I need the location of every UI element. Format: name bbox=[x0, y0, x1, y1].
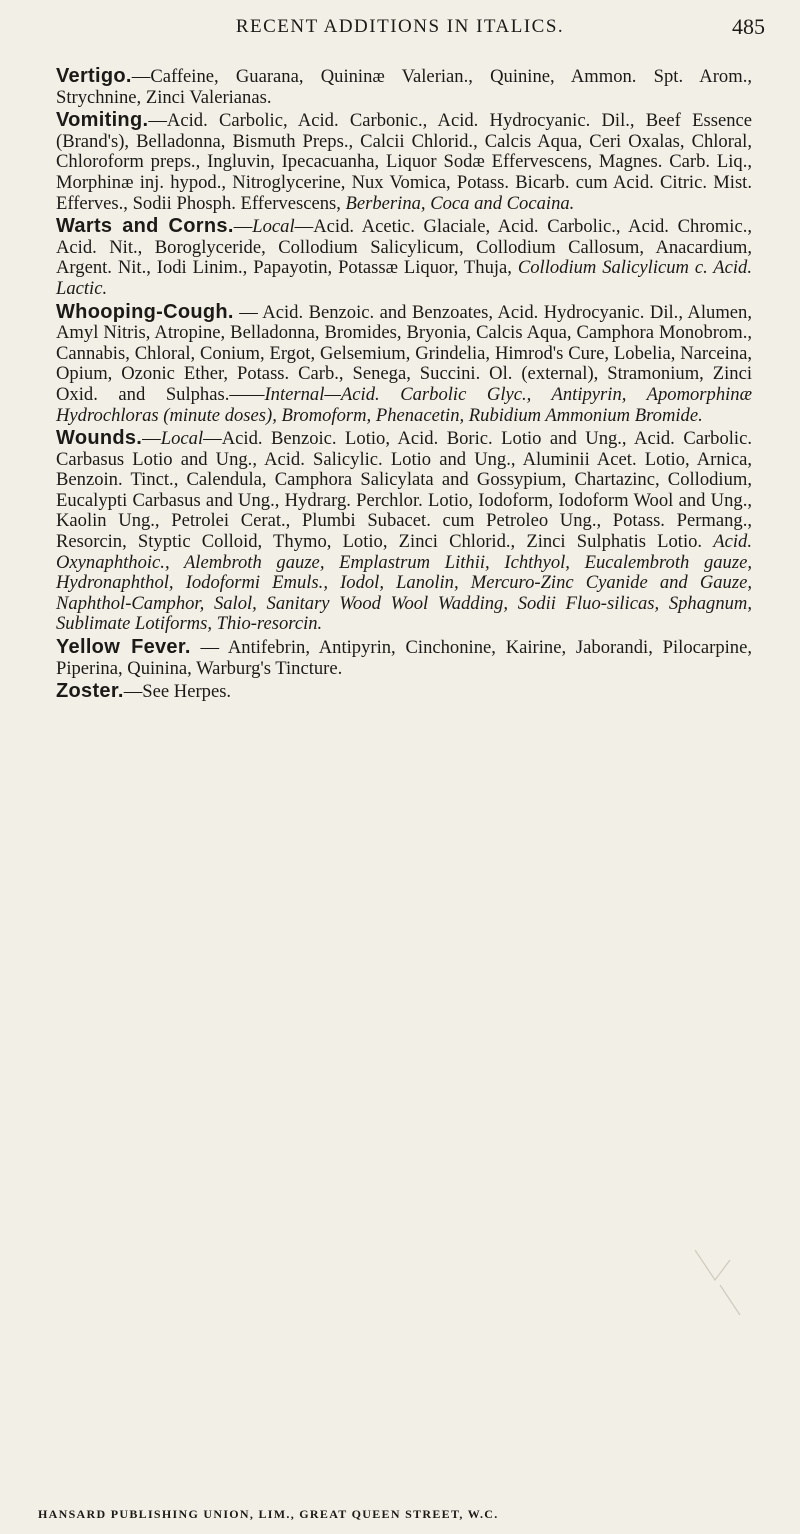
printer-imprint: HANSARD PUBLISHING UNION, LIM., GREAT QUEEN STREET, W.C. bbox=[38, 1507, 499, 1521]
entry-italic-text: Acid. Oxynaphthoic., Alembroth gauze, Emplastrum Lithii, Ichthyol, Eucalembroth gauze, Hydronaphthol, Iodoformi Emuls., Iodol, Lanolin, Mercuro-Zinc Cyanide and Gauze, Naphthol-Camphor, Salol, Sanitary Wood Wool Wadding, Sodii Fluo-silicas, Sphagnum, Sublimate Lotiforms, Thio-resorcin. bbox=[56, 531, 752, 635]
entry-text: —Acid. Acetic. Glaciale, Acid. Carbolic., Acid. Chromic., Acid. Nit., Boroglyceride, Collodium Salicylicum, Collodium Callosum, Anacardium, Argent. Nit., Iodi Linim., Papayotin, Potassæ Liquor, Thuja, bbox=[56, 216, 752, 279]
entry-heading: Vomiting. bbox=[56, 109, 149, 132]
entry-text: —Caffeine, Guarana, Quininæ Valerian., Quinine, Ammon. Spt. Arom., Strychnine, Zinci Valerianas. bbox=[56, 66, 752, 108]
entry-heading: Vertigo. bbox=[56, 65, 132, 87]
entry-text: —See Herpes. bbox=[123, 681, 232, 703]
entry-heading: Wounds. bbox=[56, 427, 143, 450]
entry-vertigo bbox=[56, 66, 752, 108]
entry-italic-text: Berberina, Coca and Cocaina. bbox=[345, 192, 575, 214]
entry-italic-text: Collodium Salicylicum c. Acid. Lactic. bbox=[56, 257, 752, 299]
index-body bbox=[56, 66, 752, 705]
entry-text: — Antifebrin, Antipyrin, Cinchonine, Kairine, Jaborandi, Pilocarpine, Piperina, Quinina, Warburg's Tincture. bbox=[56, 637, 752, 679]
entry-text: —Acid. Carbolic, Acid. Carbonic., Acid. Hydrocyanic. Dil., Beef Essence (Brand's), Belladonna, Bismuth Preps., Calcii Chlorid., Calcis Aqua, Ceri Oxalas, Chloral, Chloroform preps., Ingluvin, Ipecacuanha, Liquor Sodæ Effervescens, Magnes. Carb. Liq., Morphinæ inj. hypod., Nitroglycerine, Nux Vomica, Potass. Bicarb. cum Acid. Citric. Mist. Efferves., Sodii Phosph. Effervescens, bbox=[56, 110, 752, 214]
entry-text: —Acid. Benzoic. Lotio, Acid. Boric. Lotio and Ung., Acid. Carbolic. Carbasus Lotio and Ung., Acid. Salicylic. Lotio and Ung., Aluminii Acet. Lotio, Arnica, Benzoin. Tinct., Calendula, Camphora Salicylata and Gossypium, Chartazinc, Collodium, Eucalypti Carbasus and Ung., Hydrarg. Perchlor. Lotio, Iodoform, Iodoform Wool and Ung., Kaolin Ung., Petrolei Cerat., Plumbi Subacet. cum Petroleo Ung., Potass. Permang., Resorcin, Styptic Colloid, Thymo, Lotio, Zinci Chlorid., Zinci Sulphatis Lotio. bbox=[56, 428, 752, 553]
entry-heading: Yellow Fever. bbox=[56, 636, 191, 659]
entry-heading: Zoster. bbox=[56, 680, 124, 703]
entry-zoster bbox=[56, 681, 752, 703]
running-head: RECENT ADDITIONS IN ITALICS. bbox=[235, 16, 565, 37]
entry-italic-text: —Internal—Acid. Carbolic Glyc., Antipyrin, Apomorphinæ Hydrochloras (minute doses), Bromoform, Phenacetin, Rubidium Ammonium Bromide. bbox=[56, 383, 752, 426]
entry-subheading: Local bbox=[252, 216, 295, 238]
entry-warts-and-corns bbox=[56, 216, 752, 299]
faint-pencil-mark bbox=[690, 1240, 750, 1320]
entry-dash: — bbox=[233, 216, 253, 238]
entry-whooping-cough bbox=[56, 302, 752, 427]
entry-subheading: Local bbox=[160, 428, 204, 450]
entry-text: — Acid. Benzoic. and Benzoates, Acid. Hydrocyanic. Dil., Alumen, Amyl Nitris, Atropine, Belladonna, Bromides, Bryonia, Calcis Aqua, Camphora Monobrom., Cannabis, Chloral, Conium, Ergot, Gelsemium, Grindelia, Himrod's Cure, Lobelia, Narceina, Opium, Ozonic Ether, Potass. Carb., Senega, Succini. Ol. (external), Stramonium, Zinci Oxid. and Sulphas.— bbox=[56, 301, 752, 405]
entry-heading: Whooping-Cough. bbox=[56, 300, 234, 323]
entry-dash: — bbox=[142, 428, 161, 450]
entry-wounds bbox=[56, 428, 752, 635]
entry-vomiting bbox=[56, 110, 752, 214]
page-number: 485 bbox=[732, 14, 765, 39]
entry-yellow-fever bbox=[56, 637, 752, 679]
entry-heading: Warts and Corns. bbox=[56, 215, 234, 238]
